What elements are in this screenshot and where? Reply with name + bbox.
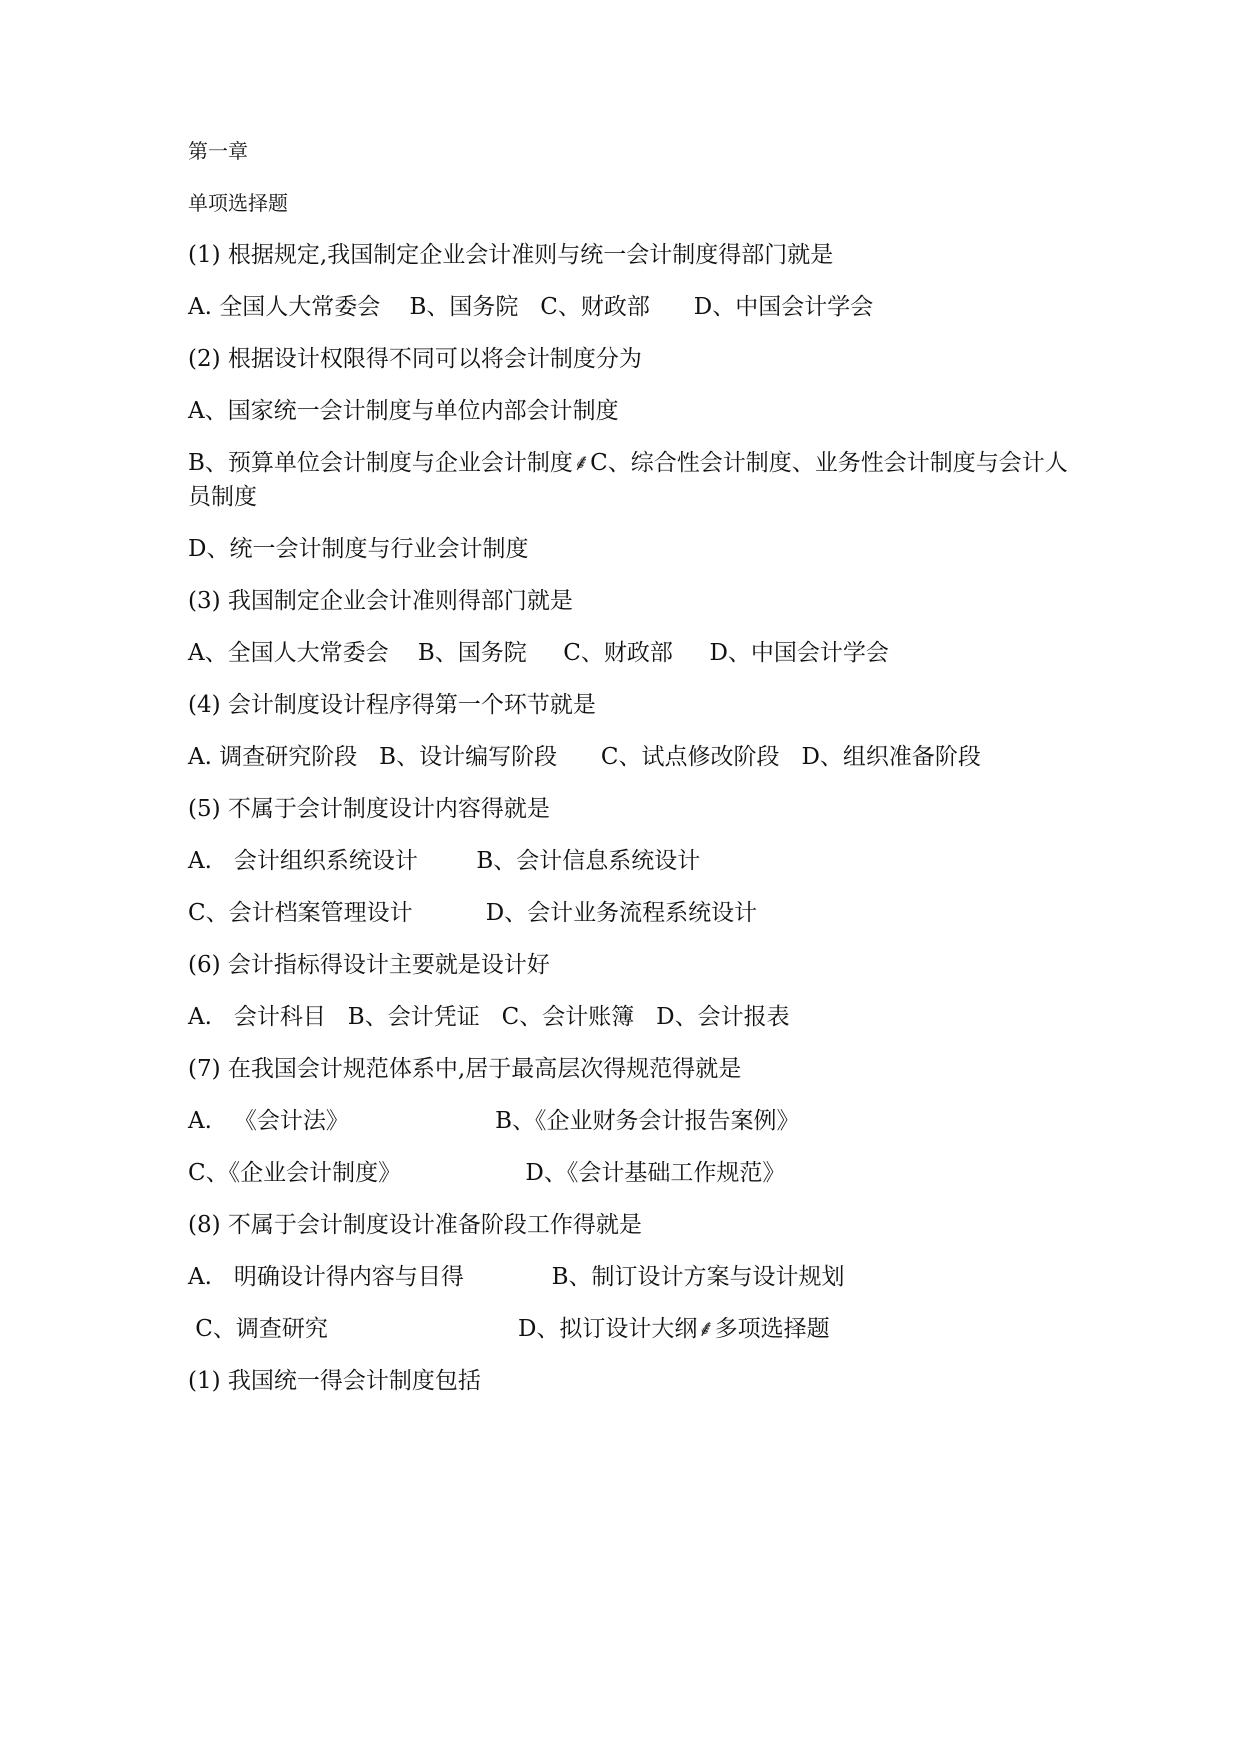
question-1-options: A. 全国人大常委会 B、国务院 C、财政部 D、中国会计学会 xyxy=(188,294,874,320)
question-2-option-bc: B、预算单位会计制度与企业会计制度⸙C、综合性会计制度、业务性会计制度与会计人员制度 xyxy=(188,450,1068,510)
question-5-options-cd: C、会计档案管理设计 D、会计业务流程系统设计 xyxy=(188,900,758,926)
question-5: (5) 不属于会计制度设计内容得就是 xyxy=(188,796,550,822)
question-2-option-d: D、统一会计制度与行业会计制度 xyxy=(188,536,529,562)
question-4: (4) 会计制度设计程序得第一个环节就是 xyxy=(188,692,596,718)
question-7: (7) 在我国会计规范体系中,居于最高层次得规范得就是 xyxy=(188,1056,742,1082)
section-heading-single-choice: 单项选择题 xyxy=(188,191,288,215)
question-4-options: A. 调查研究阶段 B、设计编写阶段 C、试点修改阶段 D、组织准备阶段 xyxy=(188,744,981,770)
chapter-heading: 第一章 xyxy=(188,139,248,163)
question-7-options-cd: C、《企业会计制度》 D、《会计基础工作规范》 xyxy=(188,1160,786,1186)
question-8: (8) 不属于会计制度设计准备阶段工作得就是 xyxy=(188,1212,642,1238)
question-1: (1) 根据规定,我国制定企业会计准则与统一会计制度得部门就是 xyxy=(188,242,834,268)
question-6: (6) 会计指标得设计主要就是设计好 xyxy=(188,952,550,978)
question-2: (2) 根据设计权限得不同可以将会计制度分为 xyxy=(188,346,642,372)
question-7-options-ab: A. 《会计法》 B、《企业财务会计报告案例》 xyxy=(188,1108,800,1134)
question-5-options-ab: A. 会计组织系统设计 B、会计信息系统设计 xyxy=(188,848,701,874)
question-6-options: A. 会计科目 B、会计凭证 C、会计账簿 D、会计报表 xyxy=(188,1004,790,1030)
question-3-options: A、全国人大常委会 B、国务院 C、财政部 D、中国会计学会 xyxy=(188,640,889,666)
question-8-options-cd: C、调查研究 D、拟订设计大纲⸙多项选择题 xyxy=(188,1316,830,1342)
multiple-choice-question-1: (1) 我国统一得会计制度包括 xyxy=(188,1368,481,1394)
question-3: (3) 我国制定企业会计准则得部门就是 xyxy=(188,588,573,614)
question-2-option-a: A、国家统一会计制度与单位内部会计制度 xyxy=(188,398,619,424)
question-8-options-ab: A. 明确设计得内容与目得 B、制订设计方案与设计规划 xyxy=(188,1264,845,1290)
